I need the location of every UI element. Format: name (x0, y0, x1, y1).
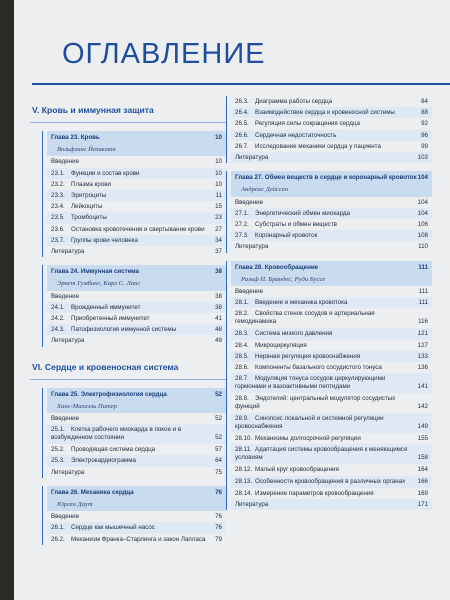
toc-entry-title (235, 488, 414, 499)
toc-entry-page: 106 (417, 221, 428, 229)
toc-entry-title (51, 201, 211, 212)
toc-entry-text: Механизмы долгосрочной регуляции (255, 435, 361, 443)
toc-entry (47, 455, 226, 466)
toc-entry-title (235, 230, 414, 241)
toc-entry-number: 28.4. (235, 341, 249, 349)
toc-entry (231, 308, 432, 328)
toc-entry-number: 28.11. (235, 446, 252, 454)
chapter-authors: Ханс-Михаэль Питер (47, 401, 226, 413)
toc-entry-number: 24.2. (51, 315, 65, 323)
toc-entry-text: Особенности кровообращения в различных органах (255, 477, 406, 485)
toc-entry-page: 11 (215, 192, 222, 200)
toc-entry (231, 286, 432, 297)
toc-entry-title (51, 291, 211, 302)
toc-entry (47, 511, 226, 522)
toc-entry-page: 158 (417, 454, 428, 462)
toc-entry-page: 164 (417, 466, 428, 474)
toc-entry-title (51, 190, 212, 201)
toc-entry-number: 23.7. (51, 236, 65, 244)
toc-entry-number: 23.3. (51, 192, 65, 200)
toc-entry (47, 313, 226, 324)
toc-entry (231, 433, 432, 444)
chapter-26 (42, 486, 226, 545)
toc-entry (47, 235, 226, 246)
toc-entry (47, 444, 226, 455)
chapter-page-number: 111 (418, 263, 428, 271)
toc-entry (231, 130, 432, 141)
toc-entry (47, 156, 226, 167)
toc-entry-title (51, 522, 211, 533)
toc-entry (47, 168, 226, 179)
chapter-title: Глава 25. Электрофизиология сердца (51, 390, 167, 398)
toc-entry-page: 92 (421, 120, 428, 128)
toc-entry-page: 127 (417, 341, 428, 349)
chapter-title: Глава 28. Кровообращение (235, 263, 319, 271)
toc-entry (47, 190, 226, 201)
toc-entry-number: 26.3. (235, 98, 249, 105)
toc-entry-number: 26.2. (51, 535, 65, 543)
title-divider (32, 83, 450, 85)
toc-entry (231, 476, 432, 488)
toc-entry (231, 230, 432, 241)
toc-entry-text: Энергетический обмен миокарда (255, 209, 350, 217)
toc-entry-page: 96 (421, 131, 428, 139)
chapter-title: Глава 23. Кровь (51, 134, 100, 141)
toc-entry-page: 141 (417, 383, 428, 391)
toc-entry (231, 328, 432, 339)
toc-entry-text: Диаграмма работы сердца (255, 98, 333, 105)
toc-entry-text: Введение (235, 288, 264, 296)
toc-entry-title (51, 426, 211, 442)
toc-entry-text: Электрокардиограмма (71, 457, 136, 465)
toc-right-column (226, 96, 432, 510)
toc-entry-title (235, 362, 414, 373)
toc-entry-page: 171 (417, 500, 428, 508)
toc-entry-title (235, 464, 414, 475)
toc-entry-text: Литература (51, 468, 85, 476)
toc-entry-page: 111 (418, 299, 428, 307)
chapter-authors: Вольфганг Йеликман (47, 144, 226, 156)
toc-entry-text: Исследование механики сердца у пациента (255, 142, 381, 150)
toc-entry-text: Нервная регуляция кровоснабжения (255, 352, 361, 360)
chapter-26-continued (226, 96, 432, 163)
toc-entry-title (235, 375, 414, 391)
toc-entry (231, 107, 432, 118)
toc-entry-title (235, 118, 417, 129)
chapter-heading (231, 261, 432, 274)
toc-entry (47, 179, 226, 190)
toc-left-column (30, 96, 226, 545)
toc-entry-number: 23.1. (51, 169, 65, 177)
chapter-23 (42, 131, 226, 257)
toc-entry-text: Свойства стенок сосудов и артериальная гемодинамика (235, 310, 375, 326)
toc-entry-text: Введение (51, 415, 80, 423)
toc-entry-text: Литература (235, 500, 269, 508)
toc-entry-number: 26.4. (235, 109, 249, 117)
toc-entry-title (235, 208, 414, 219)
toc-entry-title (235, 433, 414, 444)
book-page (14, 0, 450, 600)
toc-entry (47, 212, 226, 223)
toc-entry-page: 103 (417, 154, 428, 162)
toc-entry-title (235, 96, 417, 107)
toc-entry-title (235, 197, 414, 208)
toc-entry-title (51, 235, 211, 246)
chapter-title: Глава 27. Обмен веществ в сердце и коронарный кровоток (235, 174, 417, 182)
chapter-heading (47, 486, 226, 499)
chapter-25 (42, 388, 226, 478)
toc-entry-page: 10 (215, 180, 222, 188)
toc-entry-title (51, 224, 211, 235)
toc-entry-number: 25.3. (51, 457, 65, 465)
toc-entry-number: 23.6. (51, 225, 65, 233)
chapter-title: Глава 26. Механика сердца (51, 488, 134, 496)
toc-entry-page: 99 (421, 142, 428, 150)
toc-entry (47, 224, 226, 235)
chapter-page-number: 52 (215, 390, 222, 398)
toc-entry-page: 10 (215, 158, 222, 166)
toc-entry-title (51, 511, 211, 522)
toc-entry-text: Синопсис локальной и системной регуляции кровоснабжения (235, 415, 384, 431)
chapter-heading (47, 388, 226, 401)
toc-entry-number: 28.9. (235, 415, 249, 423)
toc-entry-text: Введение (51, 292, 80, 300)
toc-entry-number: 24.3. (51, 326, 65, 334)
toc-entry-text: Литература (235, 154, 269, 162)
toc-entry-page: 104 (417, 209, 428, 217)
toc-entry-page: 84 (421, 98, 428, 105)
chapter-authors: Эрнст Гумбинг, Карл С. Ланг (47, 278, 226, 290)
toc-entry-number: 28.7. (235, 375, 249, 383)
toc-entry-page: 88 (421, 109, 428, 117)
toc-entry-number: 28.10. (235, 435, 253, 443)
toc-entry-text: Регуляция силы сокращения сердца (255, 120, 360, 128)
toc-entry (231, 340, 432, 351)
chapter-28 (226, 261, 432, 510)
toc-entry (47, 467, 226, 478)
toc-entry-number: 28.14. (235, 489, 253, 497)
chapter-heading (47, 265, 226, 278)
toc-entry-title (51, 467, 211, 478)
toc-entry-page: 110 (418, 243, 428, 251)
toc-entry-text: Литература (51, 337, 85, 345)
toc-entry-page: 79 (215, 535, 222, 543)
toc-entry-text: Взаимодействие сердца и кровеносной системы (255, 109, 395, 117)
toc-entry (47, 424, 226, 444)
toc-entry (47, 246, 226, 257)
toc-entry-title (235, 241, 414, 252)
toc-entry-text: Эндотелий: центральный модулятор сосудистых функций (235, 395, 396, 411)
toc-entry (231, 96, 432, 107)
toc-entry-title (235, 415, 414, 431)
toc-entry (231, 393, 432, 413)
toc-entry-number: 26.6. (235, 131, 249, 139)
toc-entry-page: 57 (215, 446, 222, 454)
toc-entry (231, 208, 432, 219)
toc-entry (231, 297, 432, 308)
toc-entry-page: 37 (215, 248, 222, 256)
toc-entry (231, 464, 432, 475)
chapter-24 (42, 265, 226, 346)
toc-entry-title (51, 413, 211, 424)
toc-entry (231, 141, 432, 152)
toc-entry-number: 25.2. (51, 446, 65, 454)
toc-entry-text: Функции и состав крови (71, 169, 140, 177)
toc-entry (231, 241, 432, 252)
toc-entry-page: 10 (215, 169, 222, 177)
toc-entry-number: 28.3. (235, 330, 249, 338)
toc-entry-number: 28.13. (235, 477, 253, 485)
toc-entry-page: 108 (417, 232, 428, 240)
toc-entry-number: 23.4. (51, 203, 65, 211)
toc-entry-title (51, 212, 211, 223)
toc-entry (231, 118, 432, 129)
toc-entry-number: 28.2. (235, 310, 249, 318)
toc-entry-text: Малый круг кровообращения (255, 466, 339, 474)
toc-entry-number: 27.3. (235, 232, 249, 240)
toc-entry-title (51, 455, 211, 466)
toc-entry-number: 28.1. (235, 299, 249, 307)
toc-entry-page: 76 (215, 524, 222, 532)
toc-entry-number: 27.1. (235, 209, 249, 217)
toc-entry (231, 488, 432, 499)
toc-entry-page: 64 (215, 457, 222, 465)
toc-entry-title (235, 297, 415, 308)
toc-entry-text: Приобретенный иммунитет (71, 315, 150, 323)
chapter-authors: Ральф П. Брандес, Руди Буссе (231, 274, 432, 286)
toc-entry-title (235, 152, 414, 163)
toc-entry-number: 28.5. (235, 352, 249, 360)
toc-entry-text: Патофизиология иммунной системы (71, 326, 177, 334)
toc-entry-text: Остановка кровотечения и свертывание крови (71, 225, 205, 233)
toc-entry-page: 121 (417, 330, 428, 338)
toc-entry (47, 291, 226, 302)
toc-entry-page: 104 (417, 198, 428, 206)
toc-entry-number: 28.6. (235, 364, 249, 372)
toc-entry-text: Модуляция тонуса сосудов циркулирующими гормонами и вазоактивными пептидами (235, 375, 386, 391)
toc-entry-text: Литература (235, 243, 269, 251)
toc-entry-text: Механизм Франка–Старлинга и закон Лапласа (71, 535, 206, 543)
toc-entry-number: 28.8. (235, 395, 249, 403)
toc-entry (231, 499, 432, 510)
toc-entry-number: 23.2. (51, 180, 65, 188)
toc-entry (47, 413, 226, 424)
toc-entry-number: 27.2. (235, 221, 249, 229)
chapter-heading (231, 171, 432, 184)
toc-entry-page: 133 (417, 352, 428, 360)
toc-entry (47, 324, 226, 335)
toc-entry-page: 15 (215, 203, 222, 211)
toc-entry (47, 534, 226, 545)
toc-entry-text: Адаптация системы кровообращения к меняющимся условиям (235, 446, 408, 462)
toc-entry-text: Лейкоциты (71, 203, 103, 211)
toc-entry-page: 27 (215, 225, 222, 233)
toc-entry (47, 302, 226, 313)
toc-entry-title (235, 141, 417, 152)
toc-entry-title (51, 335, 211, 346)
toc-entry-page: 48 (215, 326, 222, 334)
toc-entry-title (235, 219, 414, 230)
section-heading-6: VI. Сердце и кровеносная система (30, 353, 226, 380)
toc-entry-title (51, 246, 211, 257)
toc-entry-text: Тромбоциты (71, 214, 107, 222)
toc-entry-page: 41 (215, 315, 222, 323)
toc-entry-title (51, 324, 211, 335)
toc-entry-text: Эритроциты (71, 192, 107, 200)
chapter-authors: Юрген Даут (47, 499, 226, 511)
toc-entry-number: 26.5. (235, 120, 249, 128)
toc-entry-page: 38 (215, 292, 222, 300)
toc-entry-title (51, 302, 211, 313)
toc-entry-text: Проводящая система сердца (71, 446, 156, 454)
toc-entry-title (235, 478, 414, 486)
toc-entry-text: Введение (51, 513, 80, 521)
toc-entry-text: Сердечная недостаточность (255, 131, 337, 139)
chapter-page-number: 76 (215, 488, 222, 496)
toc-entry-number: 26.1. (51, 524, 65, 532)
toc-entry-number: 26.7. (235, 142, 249, 150)
toc-entry-page: 52 (215, 434, 222, 442)
toc-entry-text: Субстраты и обмен веществ (255, 221, 337, 229)
toc-entry (231, 413, 432, 433)
toc-entry-page: 38 (215, 303, 222, 311)
toc-entry-title (235, 499, 414, 510)
toc-entry-page: 76 (215, 513, 222, 521)
toc-entry-text: Микроциркуляция (255, 341, 307, 349)
toc-entry-title (51, 313, 211, 324)
toc-entry-title (51, 156, 211, 167)
toc-entry-page: 155 (417, 435, 428, 443)
toc-entry-page: 169 (417, 489, 428, 497)
toc-entry-title (235, 340, 414, 351)
toc-entry-page: 49 (215, 337, 222, 345)
toc-entry-number: 25.1. (51, 426, 65, 434)
chapter-page-number: 10 (215, 134, 222, 141)
toc-entry-title (235, 351, 414, 362)
toc-entry (231, 444, 432, 464)
toc-entry (231, 152, 432, 163)
toc-entry (47, 335, 226, 346)
chapter-title: Глава 24. Иммунная система (51, 268, 139, 276)
toc-entry-text: Группы крови человека (71, 236, 138, 244)
chapter-27 (226, 171, 432, 252)
toc-entry-title (51, 534, 211, 545)
toc-entry-title (235, 328, 414, 339)
toc-entry-page: 136 (417, 364, 428, 372)
toc-entry-text: Клетка рабочего миокарда в покое и в возбужденном состоянии (51, 426, 182, 442)
toc-entry (47, 522, 226, 533)
toc-entry-title (235, 130, 417, 141)
toc-entry-title (51, 444, 211, 455)
toc-entry-title (235, 395, 414, 411)
section-heading-5: V. Кровь и иммунная защита (30, 96, 226, 123)
toc-entry-title (235, 107, 417, 118)
chapter-page-number: 38 (215, 268, 222, 276)
toc-entry-number: 23.5. (51, 214, 65, 222)
toc-entry-title (235, 446, 414, 462)
toc-entry (47, 201, 226, 212)
chapter-heading (47, 131, 226, 144)
toc-entry-title (51, 179, 211, 190)
toc-entry-page: 34 (215, 236, 222, 244)
toc-entry-text: Литература (51, 248, 85, 256)
toc-entry-number: 24.1. (51, 303, 65, 311)
toc-entry-text: Врожденный иммунитет (71, 303, 141, 311)
toc-entry-page: 149 (417, 423, 428, 431)
toc-entry-text: Коронарный кровоток (255, 232, 318, 240)
chapter-authors: Андреас Дейссен (231, 184, 432, 196)
toc-entry-page: 166 (417, 477, 428, 485)
toc-entry (231, 197, 432, 208)
toc-entry-page: 23 (215, 214, 222, 222)
page-title: ОГЛАВЛЕНИЕ (62, 38, 266, 70)
toc-entry-text: Введение и механика кровотока (255, 299, 348, 307)
toc-entry-text: Система низкого давления (255, 330, 333, 338)
chapter-page-number: 104 (417, 174, 428, 182)
toc-entry-title (235, 310, 414, 326)
toc-entry-text: Измерение параметров кровообращения (255, 489, 374, 497)
toc-entry-text: Введение (51, 158, 80, 166)
toc-entry-page: 75 (215, 468, 222, 476)
toc-entry-page: 111 (418, 288, 428, 296)
toc-entry-text: Введение (235, 198, 264, 206)
toc-entry-title (51, 168, 211, 179)
toc-entry (231, 219, 432, 230)
toc-entry (231, 362, 432, 373)
toc-entry-number: 28.12. (235, 466, 253, 474)
toc-entry-text: Плазма крови (71, 180, 112, 188)
toc-entry (231, 373, 432, 393)
toc-entry-page: 52 (215, 415, 222, 423)
toc-entry-text: Компоненты базального сосудистого тонуса (255, 364, 382, 372)
toc-entry-text: Сердце как мышечный насос (71, 524, 155, 532)
toc-entry (231, 351, 432, 362)
toc-entry-page: 116 (418, 318, 428, 326)
toc-entry-page: 142 (417, 403, 428, 411)
toc-entry-title (235, 286, 415, 297)
